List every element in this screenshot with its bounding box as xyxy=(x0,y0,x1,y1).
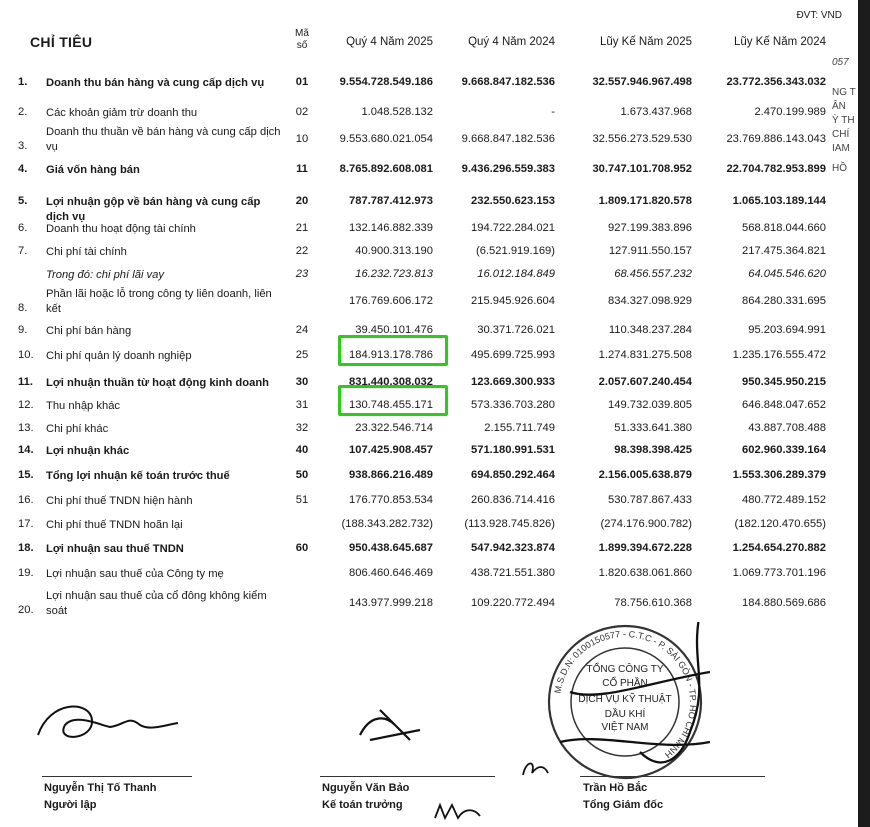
row-code: 02 xyxy=(295,106,309,118)
row-value: 1.069.773.701.196 xyxy=(732,567,826,579)
row-value: 9.436.296.559.383 xyxy=(461,163,555,175)
margin-text-2: NG T xyxy=(832,87,856,98)
director-role: Tổng Giám đốc xyxy=(583,799,664,811)
margin-text-1: 057 xyxy=(832,57,849,68)
row-value: 602.960.339.164 xyxy=(742,444,826,456)
row-label: Chi phí quản lý doanh nghiệp xyxy=(46,350,192,362)
row-value: 143.977.999.218 xyxy=(349,597,433,609)
row-code: 11 xyxy=(296,163,308,175)
code-label-line1: Mã xyxy=(295,28,309,39)
stamp-line5: VIỆT NAM xyxy=(601,722,649,733)
row-label: Chi phí khác xyxy=(46,423,109,435)
row-code: 22 xyxy=(295,245,309,257)
row-value: 938.866.216.489 xyxy=(349,469,433,481)
signature-preparer xyxy=(30,695,190,755)
row-number: 10. xyxy=(18,349,34,361)
row-value: 1.048.528.132 xyxy=(361,106,433,118)
row-value: 78.756.610.368 xyxy=(614,597,692,609)
highlight-box-row10 xyxy=(338,335,448,366)
row-code: 21 xyxy=(295,222,309,234)
row-value: 16.232.723.813 xyxy=(355,268,433,280)
row-number: 15. xyxy=(18,469,34,481)
row-value: 831.440.308.032 xyxy=(349,376,433,388)
row-value: 232.550.623.153 xyxy=(471,195,555,207)
row-value: 950.345.950.215 xyxy=(742,376,826,388)
row-number: 19. xyxy=(18,567,34,579)
row-value: 64.045.546.620 xyxy=(748,268,826,280)
row-value: 39.450.101.476 xyxy=(355,324,433,336)
row-value: (113.928.745.826) xyxy=(464,518,555,530)
row-value: 16.012.184.849 xyxy=(477,268,555,280)
row-value: 806.460.646.469 xyxy=(349,567,433,579)
row-value: 694.850.292.464 xyxy=(471,469,555,481)
row-value: 149.732.039.805 xyxy=(608,399,692,411)
row-value: 950.438.645.687 xyxy=(349,542,433,554)
row-code: 40 xyxy=(295,444,309,456)
column-header-q4-2025: Quý 4 Năm 2025 xyxy=(346,36,433,48)
row-number: 13. xyxy=(18,422,34,434)
row-code: 31 xyxy=(295,399,309,411)
row-value: 68.456.557.232 xyxy=(614,268,692,280)
row-number: 6. xyxy=(18,222,28,234)
row-value: 2.155.711.749 xyxy=(484,422,555,434)
row-label: Các khoản giảm trừ doanh thu xyxy=(46,107,198,119)
row-label: Doanh thu bán hàng và cung cấp dịch vụ xyxy=(46,77,265,89)
row-value: 176.770.853.534 xyxy=(349,494,433,506)
row-value: 95.203.694.991 xyxy=(748,324,826,336)
row-value: 573.336.703.280 xyxy=(471,399,555,411)
row-value: 132.146.882.339 xyxy=(349,222,433,234)
signature-line-1 xyxy=(42,776,192,777)
row-value: (274.176.900.782) xyxy=(600,518,692,530)
row-number: 8. xyxy=(18,302,28,314)
column-header-q4-2024: Quý 4 Năm 2024 xyxy=(468,36,555,48)
row-number: 5. xyxy=(18,195,28,207)
row-value: 30.371.726.021 xyxy=(477,324,555,336)
row-value: 22.704.782.953.899 xyxy=(726,163,826,175)
row-label: Lợi nhuận gộp về bán hàng và cung cấp dịch vụ xyxy=(46,196,261,223)
row-value: 98.398.398.425 xyxy=(614,444,692,456)
row-value: 864.280.331.695 xyxy=(742,295,826,307)
initials-mark-bottom xyxy=(430,800,490,827)
row-label: Chi phí tài chính xyxy=(46,246,127,258)
director-name: Trần Hồ Bắc xyxy=(583,782,648,794)
row-value: 1.065.103.189.144 xyxy=(732,195,826,207)
row-value: 9.668.847.182.536 xyxy=(461,133,555,145)
row-value: 1.899.394.672.228 xyxy=(598,542,692,554)
row-value: 8.765.892.608.081 xyxy=(339,163,433,175)
row-value: 571.180.991.531 xyxy=(471,444,555,456)
row-value: 23.769.886.143.043 xyxy=(726,133,826,145)
row-number: 20. xyxy=(18,604,34,616)
row-value: 530.787.867.433 xyxy=(608,494,692,506)
initials-mark xyxy=(518,755,558,785)
column-header-indicator: CHỈ TIÊU xyxy=(30,34,93,50)
row-number: 2. xyxy=(18,106,28,118)
row-value: 123.669.300.933 xyxy=(471,376,555,388)
stamp-ring-text: M.S.D.N: 0100150577 - C.T.C - P. SÀI GÒN - TP. HỒ CHÍ MINH xyxy=(552,628,699,761)
row-value: 176.769.606.172 xyxy=(349,295,433,307)
row-code: 50 xyxy=(295,469,309,481)
stamp-line1: TỔNG CÔNG TY xyxy=(586,664,664,675)
row-value: 834.327.098.929 xyxy=(608,295,692,307)
row-value: 1.820.638.061.860 xyxy=(598,567,692,579)
row-value: 9.668.847.182.536 xyxy=(461,76,555,88)
unit-label: ĐVT: VND xyxy=(796,10,842,21)
row-number: 16. xyxy=(18,494,34,506)
row-code: 01 xyxy=(295,76,309,88)
row-code: 51 xyxy=(295,494,309,506)
row-value: 9.553.680.021.054 xyxy=(339,133,433,145)
row-label: Trong đó: chi phí lãi vay xyxy=(46,269,164,281)
row-code: 60 xyxy=(295,542,309,554)
row-value: 32.556.273.529.530 xyxy=(592,133,692,145)
margin-text-7: HỒ xyxy=(832,163,847,174)
row-label: Giá vốn hàng bán xyxy=(46,164,140,176)
row-value: 1.809.171.820.578 xyxy=(598,195,692,207)
row-value: 107.425.908.457 xyxy=(349,444,433,456)
row-code: 10 xyxy=(295,133,309,145)
row-number: 1. xyxy=(18,76,28,88)
margin-text-5: CHÍ xyxy=(832,129,850,140)
row-value: 30.747.101.708.952 xyxy=(592,163,692,175)
row-number: 7. xyxy=(18,245,28,257)
highlight-box-row12 xyxy=(338,385,448,416)
row-number: 14. xyxy=(18,444,34,456)
row-value: (6.521.919.169) xyxy=(476,245,555,257)
row-value: 23.772.356.343.032 xyxy=(726,76,826,88)
row-label: Lợi nhuận sau thuế của Công ty mẹ xyxy=(46,568,224,580)
page-edge-shadow xyxy=(858,0,870,827)
row-label: Thu nhập khác xyxy=(46,400,121,412)
preparer-role: Người lập xyxy=(44,799,97,811)
row-value: 568.818.044.660 xyxy=(742,222,826,234)
row-value: 927.199.383.896 xyxy=(608,222,692,234)
row-label: Doanh thu hoạt động tài chính xyxy=(46,223,196,235)
row-code: 23 xyxy=(295,268,309,280)
row-value: - xyxy=(551,106,555,118)
row-value: 1.673.437.968 xyxy=(620,106,692,118)
row-value: 787.787.412.973 xyxy=(349,195,433,207)
margin-text-3: ÂN xyxy=(832,101,846,112)
signature-line-3 xyxy=(580,776,765,777)
row-value: 260.836.714.416 xyxy=(471,494,555,506)
row-label: Chi phí bán hàng xyxy=(46,325,132,337)
row-value: 109.220.772.494 xyxy=(471,597,555,609)
row-value: 495.699.725.993 xyxy=(471,349,555,361)
row-value: 51.333.641.380 xyxy=(614,422,692,434)
margin-text-6: IAM xyxy=(832,143,850,154)
row-value: 2.470.199.989 xyxy=(754,106,826,118)
row-value: 1.254.654.270.882 xyxy=(732,542,826,554)
stamp-line4: DẦU KHÍ xyxy=(604,709,646,720)
row-value: (182.120.470.655) xyxy=(734,518,826,530)
row-value: 184.913.178.786 xyxy=(349,349,433,361)
row-number: 17. xyxy=(18,518,34,530)
row-value: 194.722.284.021 xyxy=(471,222,555,234)
row-value: 438.721.551.380 xyxy=(471,567,555,579)
row-value: 215.945.926.604 xyxy=(471,295,555,307)
row-value: 40.900.313.190 xyxy=(355,245,433,257)
row-code: 30 xyxy=(295,376,309,388)
row-label: Lợi nhuận sau thuế của cổ đông không kiểm soát xyxy=(46,590,267,617)
row-value: 217.475.364.821 xyxy=(742,245,826,257)
row-value: 2.156.005.638.879 xyxy=(598,469,692,481)
row-number: 3. xyxy=(18,140,28,152)
row-value: 110.348.237.284 xyxy=(608,324,692,336)
row-label: Doanh thu thuần về bán hàng và cung cấp dịch vụ xyxy=(46,126,281,153)
stamp-line2: CỔ PHẦN xyxy=(602,678,648,689)
row-code: 25 xyxy=(295,349,309,361)
company-stamp xyxy=(540,622,710,782)
signature-chief-accountant xyxy=(340,695,440,750)
preparer-name: Nguyễn Thị Tố Thanh xyxy=(44,782,157,794)
row-value: 1.235.176.555.472 xyxy=(732,349,826,361)
row-value: 127.911.550.157 xyxy=(608,245,692,257)
row-label: Tổng lợi nhuận kế toán trước thuế xyxy=(46,470,230,482)
row-number: 12. xyxy=(18,399,34,411)
row-code: 24 xyxy=(295,324,309,336)
margin-text-4: Ỳ TH xyxy=(832,115,855,126)
row-value: 32.557.946.967.498 xyxy=(592,76,692,88)
row-value: 184.880.569.686 xyxy=(742,597,826,609)
row-value: 23.322.546.714 xyxy=(355,422,433,434)
code-label-line2: số xyxy=(296,40,308,51)
row-value: 547.942.323.874 xyxy=(471,542,555,554)
row-label: Chi phí thuế TNDN hiện hành xyxy=(46,495,193,507)
row-label: Chi phí thuế TNDN hoãn lại xyxy=(46,519,183,531)
row-value: 1.553.306.289.379 xyxy=(732,469,826,481)
column-header-ytd-2024: Lũy Kế Năm 2024 xyxy=(733,36,826,48)
stamp-line3: DỊCH VỤ KỸ THUẬT xyxy=(578,694,672,705)
row-value: 1.274.831.275.508 xyxy=(598,349,692,361)
chief-accountant-name: Nguyễn Văn Bảo xyxy=(322,782,410,794)
row-value: 480.772.489.152 xyxy=(742,494,826,506)
row-value: 43.887.708.488 xyxy=(748,422,826,434)
row-value: 9.554.728.549.186 xyxy=(339,76,433,88)
row-label: Lợi nhuận khác xyxy=(46,445,130,457)
row-code: 32 xyxy=(295,422,309,434)
row-value: 2.057.607.240.454 xyxy=(598,376,692,388)
row-value: (188.343.282.732) xyxy=(341,518,433,530)
row-label: Phần lãi hoặc lỗ trong công ty liên doanh, liên kết xyxy=(46,288,272,315)
signature-line-2 xyxy=(320,776,495,777)
chief-accountant-role: Kế toán trưởng xyxy=(322,799,403,811)
row-number: 18. xyxy=(18,542,34,554)
row-code: 20 xyxy=(295,195,309,207)
row-number: 4. xyxy=(18,163,28,175)
row-number: 9. xyxy=(18,324,28,336)
row-value: 646.848.047.652 xyxy=(742,399,826,411)
row-number: 11. xyxy=(18,376,33,388)
column-header-ytd-2025: Lũy Kế Năm 2025 xyxy=(599,36,692,48)
row-value: 130.748.455.171 xyxy=(349,399,433,411)
row-label: Lợi nhuận sau thuế TNDN xyxy=(46,543,184,555)
row-label: Lợi nhuận thuần từ hoạt động kinh doanh xyxy=(46,377,269,389)
